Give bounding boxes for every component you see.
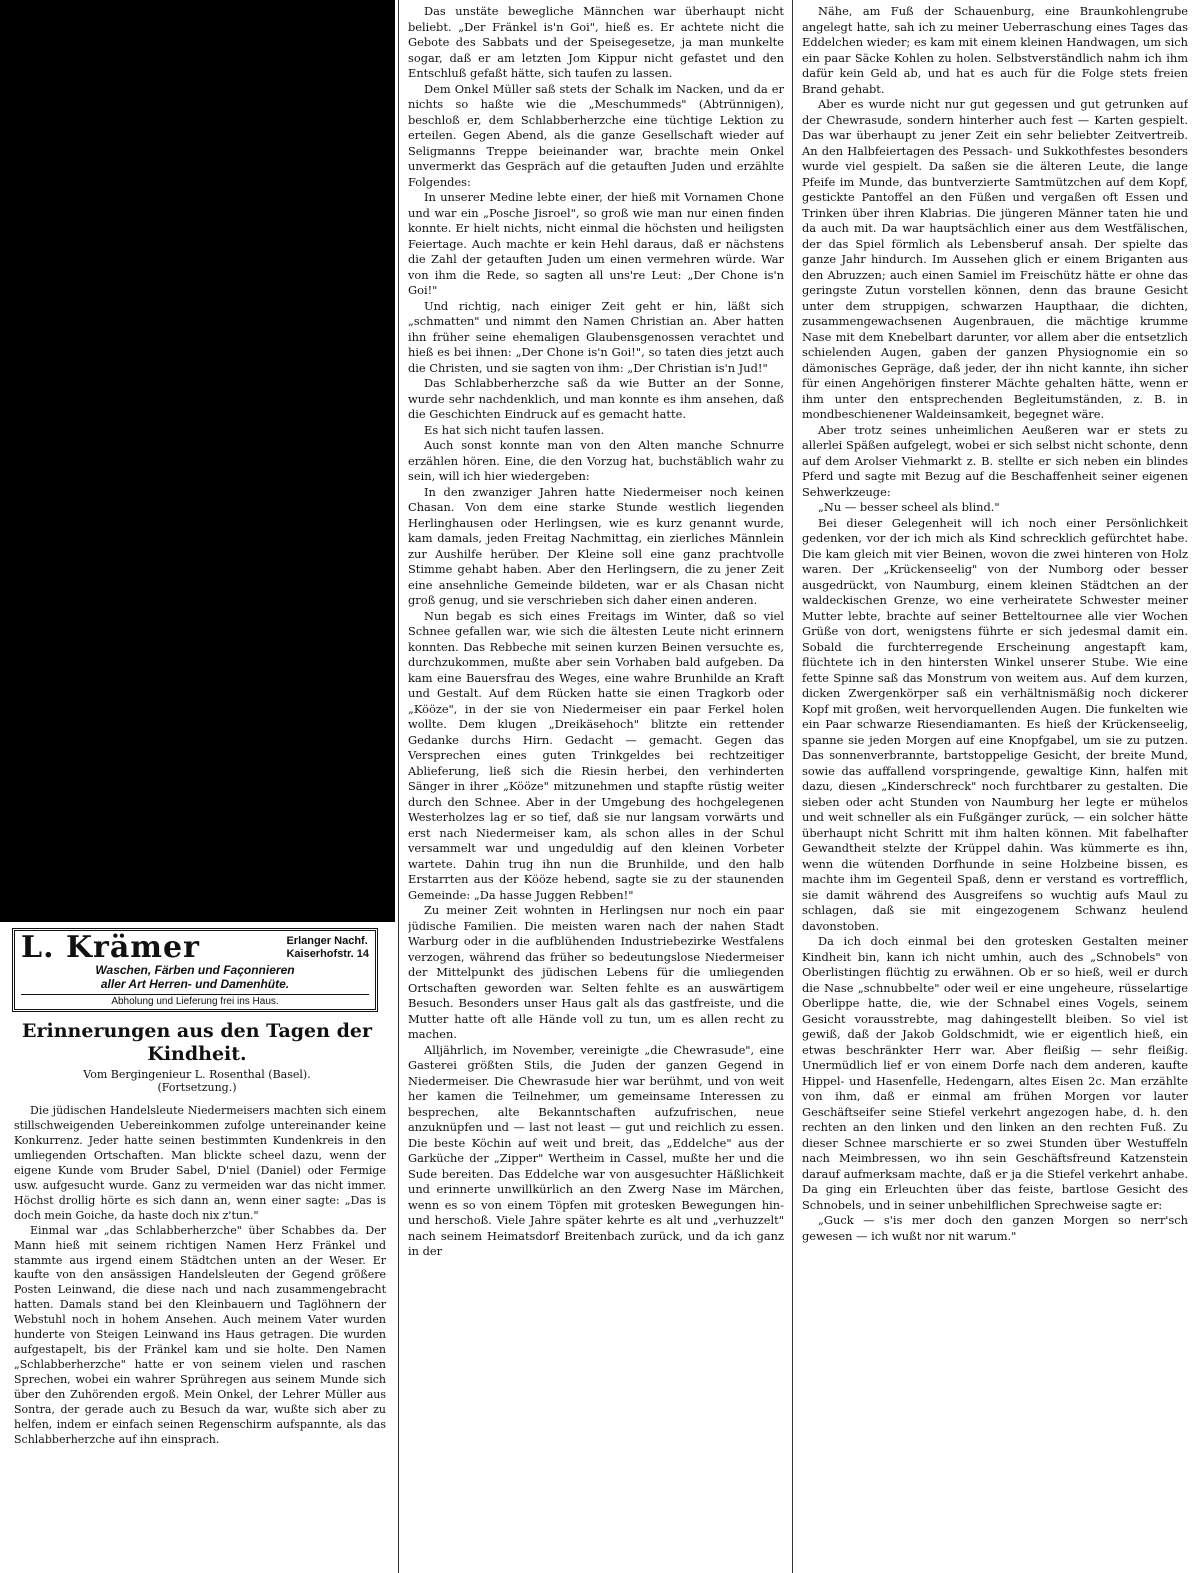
column-1 <box>14 1104 386 1570</box>
paragraph: Bei dieser Gelegenheit will ich noch einer Persönlichkeit gedenken, vor der ich mich als Kind schrecklich gefürchtet habe. Die kam gleich mit vier Beinen, wovon die zwei hinteren von Holz waren. Der „Krückenseelig" von der Numborg oder besser ausgedrückt, von Naumburg, einem kleinen Städtchen an der waldeckischen Grenze, wo eine verheiratete Schwester meiner Mutter lebte, brachte auf seiner Betteltournee alle vier Wochen Grüße von dort, wenigstens führte er sich jedesmal damit ein. Sobald die furchterregende Erscheinung angestapft kam, flüchtete ich in den hintersten Winkel unserer Stube. Wie eine fette Spinne saß das Monstrum von weitem aus. Auf dem kurzen, dicken Zwergenkörper saß ein verhältnismäßig noch dickerer Kopf mit großen, weit hervorquellenden Augen. Die funkelten wie ein Paar schwarze Riesendiamanten. Es hieß der Krückenseelig, spanne sie jeden Morgen auf eine Knopfgabel, um sie zu putzen. Das sonnenverbrannte, bartstoppelige Gesicht, der breite Mund, sowie das auffallend vorspringende, gewaltige Kinn, halfen mit dazu, diesen „Kinderschreck" noch furchtbarer zu gestalten. Die sieben oder acht Stunden von Naumburg her legte er mühelos und weit schneller als ein Fußgänger zurück, — ein solcher hätte überhaupt nicht Schritt mit ihm halten können. Mit fabelhafter Gewandtheit stelzte der Krüppel dahin. Was kümmerte es ihn, wenn die wütenden Dorfhunde in seine Holzbeine bissen, es machte ihm im Gegenteil Spaß, denn er verstand es vortrefflich, sie damit während des Ausgreifens so wuchtig aufs Maul zu schlagen, daß sie mit eingezogenem Schwanz heulend davonstoben. <box>802 515 1188 933</box>
paragraph: In unserer Medine lebte einer, der hieß mit Vornamen Chone und war ein „Posche Jisroel", so groß wie man nur einen finden konnte. Er hielt nichts, nicht einmal die höchsten und heiligsten Feiertage. Auch machte er kein Hehl daraus, daß er nächstens die Zahl der getauften Juden um einen vermehren würde. War von ihm die Rede, so sagten all uns're Leut: „Der Chone is'n Goi!" <box>408 190 784 297</box>
article-title: Erinnerungen aus den Tagen der Kindheit. <box>22 1020 372 1065</box>
article-continuation: (Fortsetzung.) <box>157 1080 237 1094</box>
paragraph: „Guck — s'is mer doch den ganzen Morgen so nerr'sch gewesen — ich wußt nor nit warum." <box>802 1213 1188 1243</box>
paragraph: Und richtig, nach einiger Zeit geht er hin, läßt sich „schmatten" und nimmt den Namen Christian an. Aber hatten ihn früher seine ehemaligen Glaubensgenossen verachtet und hieß es bei ihnen: „Der Chone is'n Goi!", so taten dies jetzt auch die Christen, und sie sagten von ihm: „Der Christian is'n Jud!" <box>408 298 784 375</box>
column-rule <box>792 0 793 1573</box>
paragraph: Die jüdischen Handelsleute Niedermeisers machten sich einem stillschweigenden Uebereinkommen zufolge untereinander keine Konkurrenz. Jeder hatte seinen bestimmten Kundenkreis in den umliegenden Ortschaften. Man blickte scheel dazu, wenn der eigene Kunde vom Bruder Sabel, D'niel (Daniel) oder Fermige usw. aufgesucht wurde. Ganz zu vermeiden war das nicht immer. Höchst drollig hörte es sich dann an, wenn einer sagte: „Das is doch mein Goiche, da haste doch nix z'tun." <box>14 1104 386 1222</box>
paragraph: Aber es wurde nicht nur gut gegessen und gut getrunken auf der Chewrasude, sondern hinterher auch fest — Karten gespielt. Das war überhaupt zu jener Zeit ein sehr beliebter Zeitvertreib. An den Halbfeiertagen des Pessach- und Sukkothfestes besonders wurde viel gespielt. Da saßen sie die älteren Leute, die lange Pfeife im Munde, das buntverzierte Samtmützchen auf dem Kopf, gestickte Pantoffel an den Füßen und vergaßen oft Essen und Trinken über ihren Klabrias. Die jüngeren Männer taten hie und da auch mit. Da war hauptsächlich einer aus dem Westfälischen, der das Spiel förmlich als Lebensberuf ansah. Der spielte das ganze Jahr hindurch. Im Aussehen glich er einem Briganten aus den Abruzzen; auch einen Samiel im Freischütz hätte er ohne das geringste Zutun vorstellen können, denn das braune Gesicht unter dem struppigen, schwarzen Haupthaar, die dichten, zusammengewachsenen Augenbrauen, die mächtige krumme Nase mit dem Knebelbart darunter, vor allem aber die entsetzlich schielenden Augen, gaben der ganzen Physiognomie ein so dämonisches Gepräge, daß jeder, der ihn nicht kannte, ihn sicher für einen Angehörigen finsterer Mächte gehalten hätte, wenn er ihm unter den entsprechenden Begleitumständen, z. B. in mondbeschienener Waldeinsamkeit, begegnet wäre. <box>802 97 1188 421</box>
column-3 <box>802 4 1188 1570</box>
article-byline: Vom Bergingenieur L. Rosenthal (Basel). <box>83 1067 311 1081</box>
paragraph: Nähe, am Fuß der Schauenburg, eine Braunkohlengrube angelegt hatte, sah ich zu meiner Ueberraschung eines Tages das Eddelchen wieder; es kam mit einem kleinen Handwagen, um sich ein paar Säcke Kohlen zu holen. Selbstverständlich nahm ich ihm dafür kein Geld ab, und hat es auch für die Folge stets freien Brand gehabt. <box>802 4 1188 96</box>
column-2 <box>408 4 784 1570</box>
ad-services: Waschen, Färben und Façonnieren aller Art Herren- und Damenhüte. <box>95 963 295 992</box>
article-header <box>12 1020 382 1094</box>
paragraph: Da ich doch einmal bei den grotesken Gestalten meiner Kindheit bin, kann ich nicht umhin, auch des „Schnobels" von Oberlistingen flüchtig zu erwähnen. Ob er so hieß, weil er durch die Nase „schnubbelte" oder weil er eine ungeheure, rüsselartige Oberlippe hatte, die, wie der Schnabel eines Vogels, seinem Gesicht vorausstrebte, mag dahingestellt bleiben. So viel ist gewiß, daß der Jakob Goldschmidt, wie er eigentlich hieß, ein etwas beschränkter Herr war. Aber fleißig — sehr fleißig. Unermüdlich lief er von einem Dorfe nach dem anderen, kaufte Hippel- und Hasenfelle, Hedengarn, altes Eisen 2c. Man erzählte von ihm, daß er einmal am frühen Morgen vor lauter Geschäftseifer seine Stiefel verkehrt angezogen habe, d. h. den rechten an den linken und den linken an den rechten Fuß. Zu dieser Schnee marschierte er so zwei Stunden über Westuffeln nach Meimbressen, wo ihn sein Geschäftsfreund Katzenstein darauf aufmerksam machte, daß er ja die Stiefel verkehrt anhabe. Da ging ein Erleuchten über das feiste, bartlose Gesicht des Schnobels, und in seiner unbehilflichen Sprechweise sagte er: <box>802 934 1188 1212</box>
paragraph: Einmal war „das Schlabberherzche" über Schabbes da. Der Mann hieß mit seinem richtigen Namen Herz Fränkel und stammte aus irgend einem Städtchen unten an der Weser. Er kaufte von den ansässigen Handelsleuten der Gegend größere Posten Leinwand, die diese nach und nach zusammengebracht hatten. Damals stand bei den Kleinbauern und Taglöhnern der Webstuhl noch in hohem Ansehen. Auch meinem Vater wurden hunderte von Steigen Leinwand ins Haus getragen. Die wurden aufgestapelt, bis der Fränkel kam und sie holte. Den Namen „Schlabberherzche" hatte er von seinem vielen und raschen Sprechen, wobei ein wahrer Sprühregen aus seinem Munde sich über den Zuhörenden ergoß. Mein Onkel, der Lehrer Müller aus Sontra, der gerade auch zu Besuch da war, wußte sich aber zu helfen, indem er einfach seinen Regenschirm aufspannte, als das Schlabberherzche auf ihn einsprach. <box>14 1223 386 1446</box>
paragraph: Es hat sich nicht taufen lassen. <box>424 422 605 437</box>
advertisement <box>12 928 378 1012</box>
paragraph: Das unstäte bewegliche Männchen war überhaupt nicht beliebt. „Der Fränkel is'n Goi", hieß es. Er achtete nicht die Gebote des Sabbats und der Speisegesetze, ja man munkelte sogar, daß er am letzten Jom Kippur nicht gefastet und den Entschluß gefaßt hätte, sich taufen zu lassen. <box>408 4 784 80</box>
paragraph: Aber trotz seines unheimlichen Aeußeren war er stets zu allerlei Späßen aufgelegt, wobei er sich selbst nicht schonte, denn auf dem Arolser Viehmarkt z. B. stellte er sich neben ein blindes Pferd und sagte mit Bezug auf die Beschaffenheit seiner eigenen Sehwerkzeuge: <box>802 422 1188 499</box>
paragraph: Auch sonst konnte man von den Alten manche Schnurre erzählen hören. Eine, die den Vorzug hat, buchstäblich wahr zu sein, will ich hier wiedergeben: <box>408 438 784 483</box>
paragraph: Zu meiner Zeit wohnten in Herlingsen nur noch ein paar jüdische Familien. Die meisten waren nach der nahen Stadt Warburg oder in die aufblühenden Industriebezirke Westfalens verzogen, während das früher so bedeutungslose Niedermeiser der Mittelpunkt des jüdischen Lebens für die umliegenden Ortschaften geworden war. Selten fehlte es an auswärtigem Besuch. Besonders unser Haus galt als das gastfreiste, und die Mutter hatte oft alle Hände voll zu tun, um es allen recht zu machen. <box>408 903 784 1041</box>
paragraph: Alljährlich, im November, vereinigte „die Chewrasude", eine Gasterei größten Stils, die Juden der ganzen Gegend in Niedermeiser. Die Chewrasude hier war berühmt, und von weit her kamen die Teilnehmer, um gemeinsame Interessen zu besprechen, alte Bekanntschaften aufzufrischen, neue anzuknüpfen und — last not least — gut und reichlich zu essen. Die beste Köchin auf weit und breit, das „Eddelche" aus der Garküche der „Zipper" Wertheim in Cassel, mußte her und die Sude bereiten. Das Eddelche war von ausgesuchter Häßlichkeit und erinnerte unwillkürlich an den Zwerg Nase im Märchen, wenn es so von einem Töpfen mit grotesken Bewegungen hin- und herschoß. Viele Jahre später kehrte es alt und „verhuzzelt" nach seinem Heimatsdorf Breitenbach zurück, und da ich ganz in der <box>408 1042 784 1258</box>
ad-address: Erlanger Nachf. Kaiserhofstr. 14 <box>286 935 369 960</box>
paragraph: „Nu — besser scheel als blind." <box>818 500 1000 514</box>
paragraph: Nun begab es sich eines Freitags im Winter, daß so viel Schnee gefallen war, wie sich die ältesten Leute nicht erinnern konnten. Das Rebbeche mit seinen kurzen Beinen versuchte es, durchzukommen, mußte aber sein Vorhaben bald aufgeben. Da kam eine Bauersfrau des Weges, eine wahre Brunhilde an Kraft und Gestalt. Auf dem Rücken hatte sie einen Tragkorb oder „Kööze", in der sie von Niedermeiser ein paar Ferkel holen wollte. Dem klugen „Dreikäsehoch" blitzte ein rettender Gedanke durchs Hirn. Gedacht — gemacht. Gegen das Versprechen eines guten Trinkgeldes bei rechtzeitiger Ablieferung, ließ sich die Riesin herbei, den verhinderten Sänger in ihrer „Kööze" mitzunehmen und stapfte rüstig weiter durch den Schnee. Aber in der Umgebung des hochgelegenen Westerholzes lag er so tief, daß sie nur langsam vorwärts und erst nach Niedermeiser kam, als schon alles in der Schul versammelt war und ungeduldig auf den kleinen Vorbeter wartete. Dahin trug ihn nun die Brunhilde, und den halb Erstarrten aus der Kööze hebend, sagte sie zu der staunenden Gemeinde: „Da hasse Juggen Rebben!" <box>408 608 784 902</box>
paragraph: In den zwanziger Jahren hatte Niedermeiser noch keinen Chasan. Von dem eine starke Stunde westlich liegenden Herlinghausen oder Herlingsen, wie es kurz genannt wurde, kam damals, jeden Freitag Nachmittag, ein zierliches Männlein zur Aushilfe herüber. Der Kleine soll eine ganz prachtvolle Stimme gehabt haben. Aber den Herlingsern, die zu jener Zeit eine ansehnliche Gemeinde bildeten, war er als Chasan nicht groß genug, und sie verschrieben sich daher einen anderen. <box>408 484 784 607</box>
ad-company-name: L. Krämer <box>21 930 200 965</box>
ad-note: Abholung und Lieferung frei ins Haus. <box>21 994 369 1007</box>
paragraph: Dem Onkel Müller saß stets der Schalk im Nacken, und da er nichts so haßte wie die „Meschummeds" (Abtrünnigen), beschloß er, dem Schlabberherzche eine tüchtige Lektion zu erteilen. Gegen Abend, als die ganze Gesellschaft wieder auf Seligmanns Treppe beieinander war, brachte mein Onkel unvermerkt das Gespräch auf die getauften Juden und erzählte Folgendes: <box>408 81 784 189</box>
blacked-out-region <box>0 0 395 922</box>
paragraph: Das Schlabberherzche saß da wie Butter an der Sonne, wurde sehr nachdenklich, und man konnte es ihm ansehen, daß die Geschichten Eindruck auf es gemacht hatte. <box>408 376 784 421</box>
column-rule <box>398 0 399 1573</box>
